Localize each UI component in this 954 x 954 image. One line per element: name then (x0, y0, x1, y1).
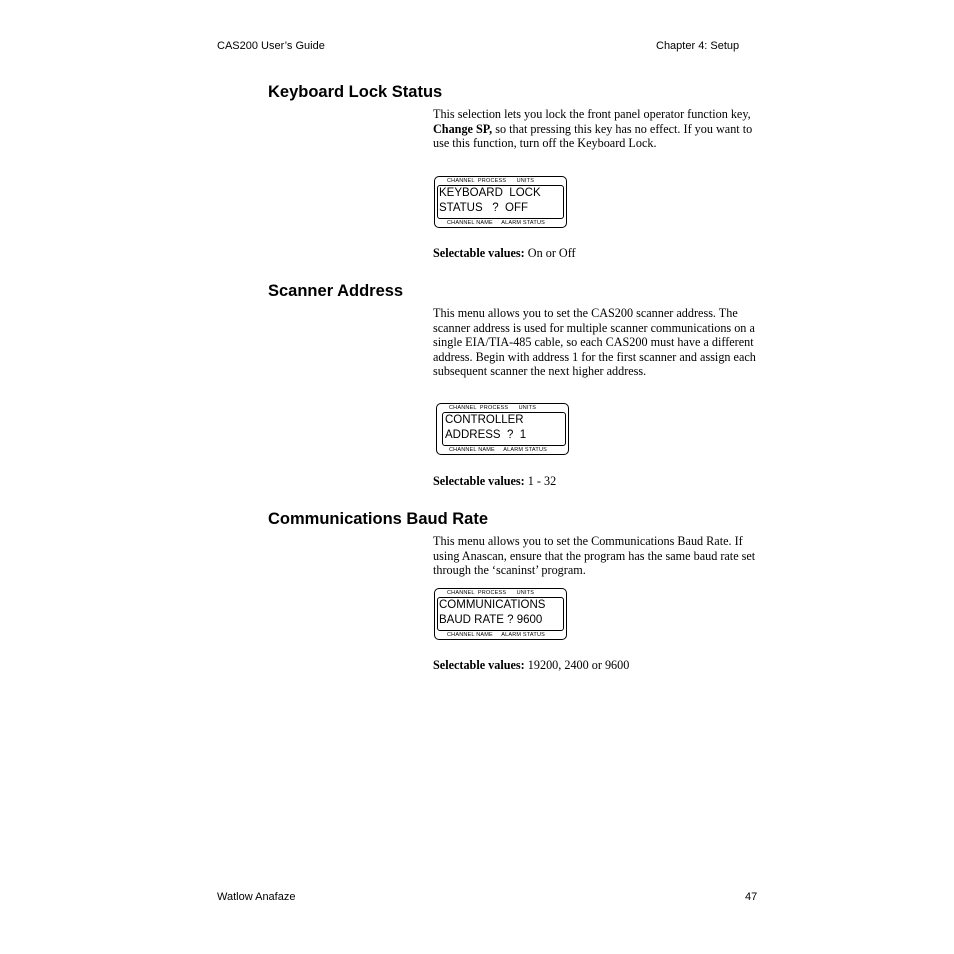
running-header-chapter: Chapter 4: Setup (656, 40, 740, 52)
section-title-keyboard-lock: Keyboard Lock Status (268, 83, 443, 101)
lcd-display-baud-rate (434, 588, 567, 640)
selectable-values-label: Selectable values: (433, 474, 525, 488)
section-title-baud-rate: Communications Baud Rate (268, 510, 489, 528)
lcd-top-labels: CHANNEL PROCESS UNITS (447, 178, 535, 184)
lcd-top-labels: CHANNEL PROCESS UNITS (449, 405, 537, 411)
selectable-values-label: Selectable values: (433, 246, 525, 260)
lcd-screen (437, 597, 564, 631)
scanner-address-selectable-values (433, 474, 556, 488)
page-number: 47 (745, 891, 758, 903)
lcd-screen (442, 412, 566, 446)
lcd-display-scanner-address (436, 403, 569, 455)
keyboard-lock-text-1: This selection lets you lock the front panel operator function key, (433, 107, 751, 121)
lcd-bottom-labels: CHANNEL NAME ALARM STATUS (449, 447, 547, 453)
lcd-bottom-labels: CHANNEL NAME ALARM STATUS (447, 220, 545, 226)
lcd-line-2: ADDRESS ? 1 (445, 429, 527, 441)
keyboard-lock-text-2: so that pressing this key has no effect. If you want to use this function, turn off the Keyboard Lock. (433, 121, 753, 150)
section-title-scanner-address: Scanner Address (268, 282, 404, 300)
lcd-line-1: COMMUNICATIONS (439, 599, 546, 611)
selectable-values-text: 19200, 2400 or 9600 (524, 658, 630, 672)
change-sp-key-name: Change SP, (433, 121, 493, 136)
selectable-values-text: On or Off (524, 246, 576, 260)
selectable-values-label: Selectable values: (433, 658, 525, 672)
lcd-line-1: CONTROLLER (445, 414, 524, 426)
baud-rate-selectable-values (433, 658, 629, 672)
keyboard-lock-selectable-values (433, 246, 576, 260)
lcd-line-2: BAUD RATE ? 9600 (439, 614, 543, 626)
lcd-line-2: STATUS ? OFF (439, 202, 529, 214)
lcd-display-keyboard-lock (434, 176, 567, 228)
keyboard-lock-description (433, 107, 763, 151)
lcd-top-labels: CHANNEL PROCESS UNITS (447, 590, 535, 596)
lcd-bottom-labels: CHANNEL NAME ALARM STATUS (447, 632, 545, 638)
footer-company: Watlow Anafaze (217, 891, 296, 903)
running-header-title: CAS200 User’s Guide (217, 40, 325, 52)
selectable-values-text: 1 - 32 (524, 474, 557, 488)
scanner-address-description: This menu allows you to set the CAS200 scanner address. The scanner address is used for multiple scanner communications on a single EIA/TIA-485 cable, so each CAS200 must have a different address. Begin with address 1 for the first scanner and assign each subsequent scanner the next higher address. (433, 306, 756, 378)
lcd-screen (437, 185, 564, 219)
lcd-line-1: KEYBOARD LOCK (439, 187, 541, 199)
baud-rate-description: This menu allows you to set the Communications Baud Rate. If using Anascan, ensure that the program has the same baud rate set through the ‘scaninst’ program. (433, 534, 756, 577)
